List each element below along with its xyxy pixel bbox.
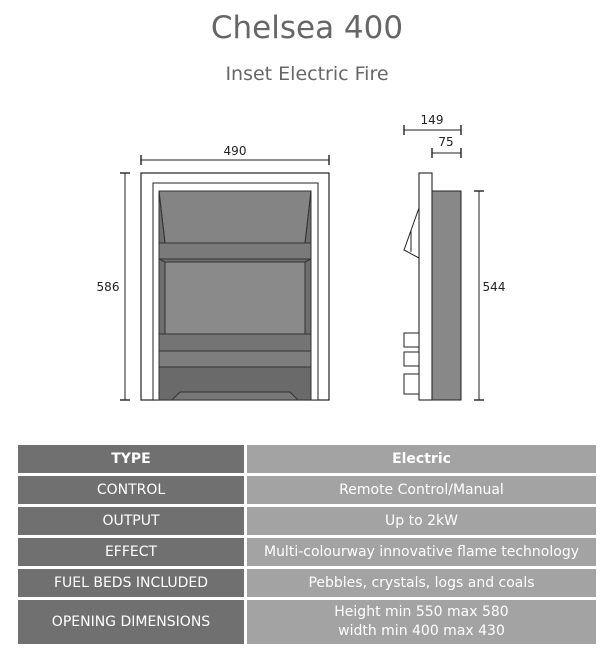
page-subtitle: Inset Electric Fire [225,63,389,85]
spec-label: FUEL BEDS INCLUDED [18,569,247,597]
spec-label: EFFECT [18,538,247,566]
table-row [18,538,596,566]
side-control-box-3 [404,374,419,394]
front-width-label: 490 [223,144,247,158]
spec-label: CONTROL [18,476,247,504]
spec-value-line-1: Height min 550 max 580 [334,604,509,620]
spec-label: OPENING DIMENSIONS [18,600,247,644]
side-body [432,191,461,400]
side-height-label: 544 [482,280,506,294]
spec-label: TYPE [18,445,247,473]
spec-value: Remote Control/Manual [247,476,596,504]
side-view [404,113,505,400]
side-depth-total-label: 149 [420,113,444,127]
spec-value: Up to 2kW [247,507,596,535]
spec-value: Electric [247,445,596,473]
fuel-bed-top [159,334,311,351]
front-view [97,144,329,400]
table-row [18,445,596,473]
table-row [18,507,596,535]
fuel-bed-mid [159,351,311,367]
page-title: Chelsea 400 [210,10,404,46]
front-height-label: 586 [96,280,120,294]
spec-label: OUTPUT [18,507,247,535]
spec-value-line-2: width min 400 max 430 [338,623,505,639]
side-control-box-2 [404,352,419,366]
table-row [18,476,596,504]
table-row [18,600,596,644]
side-frame-plate [419,173,432,400]
specs-table [18,442,596,647]
spec-value: Pebbles, crystals, logs and coals [247,569,596,597]
side-control-box-1 [404,333,419,347]
fire-hood [159,191,311,243]
fire-lintel [159,243,311,259]
fire-back-panel [165,262,305,334]
spec-value: Multi-colourway innovative flame technology [247,538,596,566]
side-depth-body-label: 75 [438,135,454,149]
table-row [18,569,596,597]
fire-ashpan [172,392,298,400]
spec-value [247,600,596,644]
